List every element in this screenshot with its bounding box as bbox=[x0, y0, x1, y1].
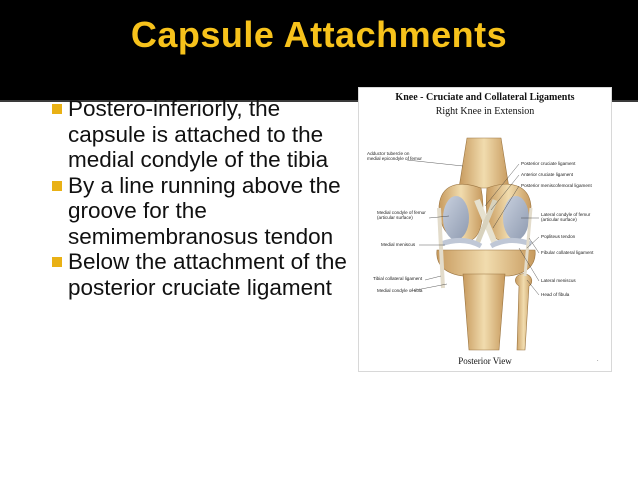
figure-footer: Posterior View bbox=[458, 356, 512, 366]
medial-articular-surface bbox=[443, 196, 469, 240]
bullet-text: Below the attachment of the posterior cruciate ligament bbox=[68, 249, 347, 300]
knee-illustration bbox=[359, 88, 611, 371]
label-lateral-condyle-femur: Lateral condyle of femur (articular surface) bbox=[541, 212, 591, 223]
femur-shaft bbox=[459, 138, 509, 188]
bullet-item bbox=[52, 249, 362, 300]
bullet-square-icon bbox=[52, 181, 62, 191]
bullet-text: By a line running above the groove for the semimembranosus tendon bbox=[68, 172, 341, 249]
label-tibial-collateral-ligament: Tibial collateral ligament bbox=[373, 276, 423, 281]
fibula bbox=[515, 274, 531, 350]
bullet-square-icon bbox=[52, 104, 62, 114]
figure-title: Knee - Cruciate and Collateral Ligaments bbox=[395, 92, 575, 103]
knee-figure bbox=[358, 87, 612, 372]
lateral-meniscus bbox=[491, 240, 531, 246]
tibia-shaft bbox=[463, 274, 505, 350]
tibial-plateau bbox=[437, 250, 535, 276]
slide-title: Capsule Attachments bbox=[130, 14, 508, 55]
figure-subtitle: Right Knee in Extension bbox=[435, 106, 535, 117]
bullet-text: Postero-inferiorly, the capsule is attached to the medial condyle of the tibia bbox=[68, 96, 329, 172]
bullet-square-icon bbox=[52, 257, 62, 267]
bullet-item bbox=[52, 173, 362, 250]
label-adductor-tubercle: Adductor tubercle on medial epicondyle of femur bbox=[367, 151, 422, 162]
medial-meniscus bbox=[441, 240, 481, 246]
label-popliteus-tendon: Popliteus tendon bbox=[541, 234, 576, 239]
label-medial-condyle-tibia: Medial condyle of tibia bbox=[377, 288, 423, 293]
label-lateral-meniscus: Lateral meniscus bbox=[541, 278, 576, 283]
label-medial-condyle-femur: Medial condyle of femur (articular surface) bbox=[377, 210, 426, 221]
page-mark: . bbox=[597, 357, 599, 363]
label-medial-meniscus: Medial meniscus bbox=[381, 242, 416, 247]
label-fibular-collateral: Fibular collateral ligament bbox=[541, 250, 594, 255]
label-posterior-cruciate: Posterior cruciate ligament bbox=[521, 161, 576, 166]
bullet-list bbox=[52, 96, 362, 300]
label-head-of-fibula: Head of fibula bbox=[541, 292, 570, 297]
label-posterior-meniscofemoral: Posterior meniscofemoral ligament bbox=[521, 183, 592, 188]
label-anterior-cruciate: Anterior cruciate ligament bbox=[521, 172, 574, 177]
bullet-item bbox=[52, 96, 362, 173]
